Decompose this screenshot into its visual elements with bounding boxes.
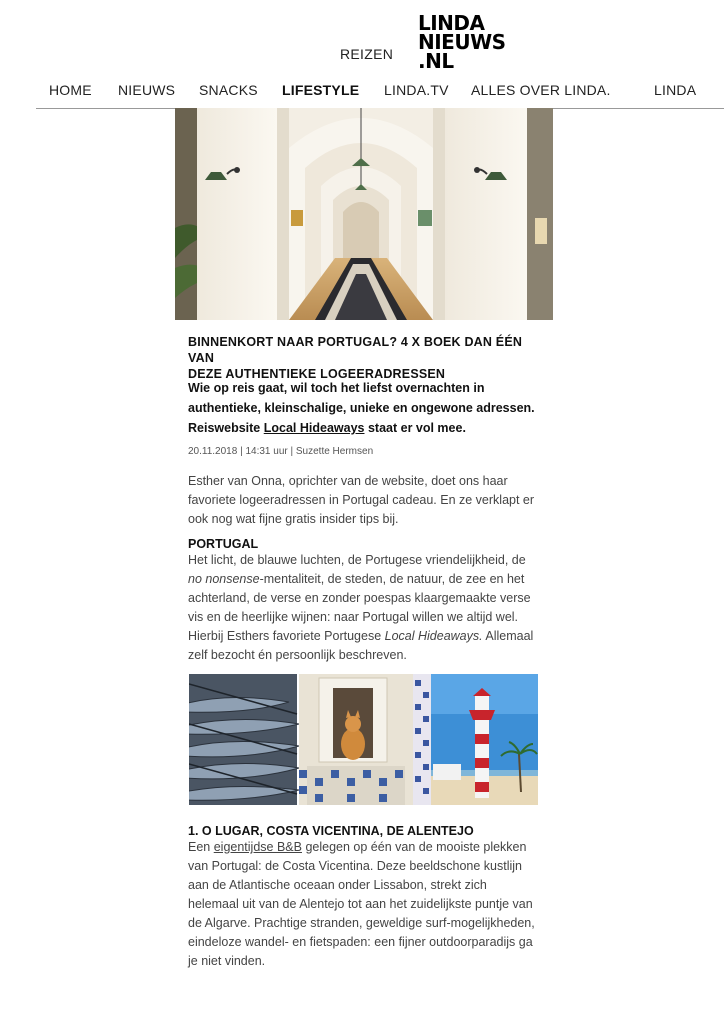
- main-navigation: [36, 82, 724, 109]
- site-logo[interactable]: [418, 11, 506, 73]
- section-title: PORTUGAL: [188, 537, 259, 551]
- section-o-lugar: [188, 824, 540, 971]
- lead-line: Wie op reis gaat, wil toch het liefst overnachten in: [188, 381, 485, 395]
- intro-line: Esther van Onna, oprichter van de website, doet ons haar: [188, 474, 508, 488]
- nav-item-alles-over-linda[interactable]: ALLES OVER LINDA.: [471, 82, 611, 98]
- section-body: Het licht, de blauwe luchten, de Portugese vriendelijkheid, de no nonsense-mentaliteit, de steden, de natuur, de zee en het achterland, de verse en zonder poespas klaargemaakte verse vis en de heerlijke wijnen: naar Portugal willen we altijd wel. Hierbij Esthers favoriete Portugese Local Hideaways. Allemaal zelf bezocht én persoonlijk beschreven.: [188, 553, 534, 662]
- nav-item-linda[interactable]: LINDA: [654, 82, 697, 98]
- nav-item-lifestyle[interactable]: LIFESTYLE: [282, 82, 360, 98]
- logo-line: LINDA: [418, 11, 485, 35]
- collage-illustration: [189, 674, 538, 805]
- hero-image: [175, 108, 553, 320]
- lead-line: authentieke, kleinschalige, unieke en ongewone adressen.: [188, 401, 535, 415]
- article-intro: [188, 472, 540, 529]
- section-title: 1. O LUGAR, COSTA VICENTINA, DE ALENTEJO: [188, 824, 474, 838]
- nav-item-nieuws[interactable]: NIEUWS: [118, 82, 176, 98]
- nav-item-linda-tv[interactable]: LINDA.TV: [384, 82, 449, 98]
- logo-line: NIEUWS: [418, 30, 506, 54]
- intro-line: ook nog wat fijne gratis insider tips bij.: [188, 512, 399, 526]
- photo-collage: [189, 674, 538, 805]
- intro-line: favoriete logeeradressen in Portugal cadeau. En ze verklapt er: [188, 493, 535, 507]
- section-label[interactable]: REIZEN: [340, 46, 394, 62]
- article-headline: [188, 334, 540, 382]
- section-portugal: [188, 537, 540, 665]
- headline-line: BINNENKORT NAAR PORTUGAL? 4 X BOEK DAN ÉÉN VAN: [188, 335, 523, 365]
- article-lead: [188, 378, 540, 438]
- section-body: Een eigentijdse B&B gelegen op één van de mooiste plekken van Portugal: de Costa Vicentina. Deze beeldschone kustlijn aan de Atlantische oceaan onder Lissabon, strekt zich helemaal uit van de Alentejo tot aan het zuidelijkste puntje van de Algarve. Prachtige stranden, geweldige surf-mogelijkheden, eindeloze wandel- en fietspaden: een fijner outdoorparadijs ga je niet vinden.: [188, 840, 535, 968]
- lead-line: Reiswebsite Local Hideaways staat er vol mee.: [188, 421, 466, 435]
- headline-line: DEZE AUTHENTIEKE LOGEERADRESSEN: [188, 367, 446, 381]
- local-hideaways-link[interactable]: Local Hideaways: [263, 421, 365, 435]
- nav-item-snacks[interactable]: SNACKS: [199, 82, 258, 98]
- nav-item-home[interactable]: HOME: [49, 82, 92, 98]
- eigentijdse-bb-link[interactable]: eigentijdse B&B: [213, 840, 302, 854]
- article-meta: 20.11.2018 | 14:31 uur | Suzette Hermsen: [188, 446, 374, 457]
- hallway-illustration: [175, 108, 553, 320]
- logo-line: .NL: [418, 49, 454, 73]
